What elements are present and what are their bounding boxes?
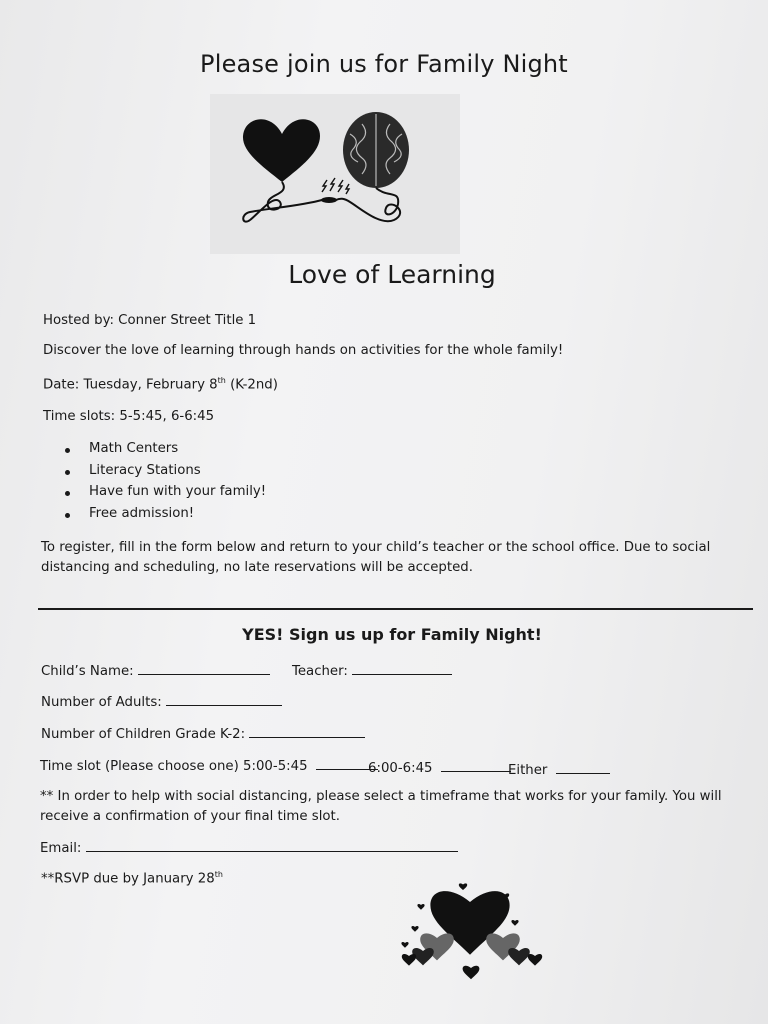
discover-text: Discover the love of learning through hands on activities for the whole family! xyxy=(43,343,564,358)
heart-and-brain-icon xyxy=(210,94,460,254)
registration-instructions: To register, fill in the form below and return to your child’s teacher or the school office. Due to social distancing and scheduling, no late reservations will be accepted. xyxy=(41,540,711,575)
timeslot-late-field[interactable] xyxy=(441,758,511,772)
children-label: Number of Children Grade K-2: xyxy=(41,727,246,742)
child-name-row xyxy=(41,661,270,679)
activities-list xyxy=(65,441,266,527)
children-row xyxy=(41,724,365,742)
hosted-by-text: Hosted by: Conner Street Title 1 xyxy=(43,313,257,328)
list-item: Free admission! xyxy=(65,506,266,528)
flyer-title: Please join us for Family Night xyxy=(200,50,568,78)
email-field[interactable] xyxy=(86,838,458,852)
list-item: Math Centers xyxy=(65,441,266,463)
adults-row xyxy=(41,692,282,710)
timeslot-row xyxy=(40,756,378,774)
timeslot-label: Time slot (Please choose one) 5:00-5:45 xyxy=(40,759,308,774)
adults-label: Number of Adults: xyxy=(41,695,162,710)
email-row xyxy=(40,838,458,856)
time-slots-text: Time slots: 5-5:45, 6-6:45 xyxy=(43,409,215,424)
child-name-label: Child’s Name: xyxy=(41,664,134,679)
email-label: Email: xyxy=(40,841,82,856)
hearts-cluster-icon xyxy=(395,880,545,985)
timeslot-late-label: 6:00-6:45 xyxy=(368,761,433,776)
form-heading: YES! Sign us up for Family Night! xyxy=(242,625,542,644)
timeslot-late-row xyxy=(368,758,511,776)
adults-field[interactable] xyxy=(166,692,282,706)
cut-line-divider xyxy=(38,608,753,610)
teacher-field[interactable] xyxy=(352,661,452,675)
rsvp-deadline: **RSVP due by January 28th xyxy=(41,870,223,887)
teacher-label: Teacher: xyxy=(292,664,348,679)
event-date: Date: Tuesday, February 8th (K-2nd) xyxy=(43,376,278,393)
children-field[interactable] xyxy=(249,724,365,738)
timeslot-either-label: Either xyxy=(508,763,548,778)
list-item: Have fun with your family! xyxy=(65,484,266,506)
timeslot-either-field[interactable] xyxy=(556,760,610,774)
flyer-subtitle: Love of Learning xyxy=(288,260,496,289)
timeslot-either-row xyxy=(508,760,610,778)
teacher-row xyxy=(292,661,452,679)
child-name-field[interactable] xyxy=(138,661,270,675)
distancing-note: ** In order to help with social distancing, please select a timeframe that works for your family. You will receive a confirmation of your final time slot. xyxy=(40,789,722,824)
list-item: Literacy Stations xyxy=(65,463,266,485)
